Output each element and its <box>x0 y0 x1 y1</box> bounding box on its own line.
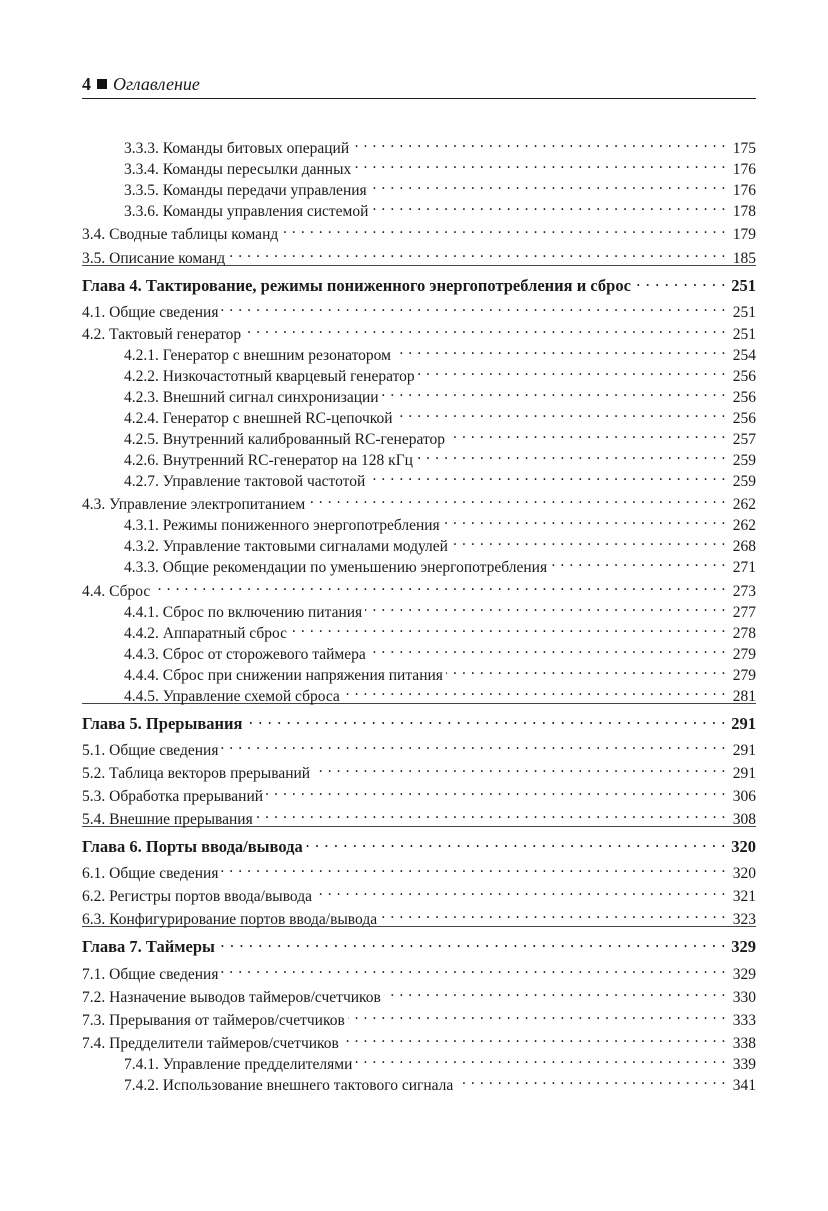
toc-page-number: 330 <box>732 989 756 1006</box>
toc-entry[interactable] <box>124 639 756 663</box>
toc-entry-title: 6.1. Общие сведения <box>82 865 219 882</box>
toc-entry[interactable] <box>124 660 756 684</box>
toc-entry-title: 7.3. Прерывания от таймеров/счетчиков <box>82 1012 345 1029</box>
toc-entry[interactable] <box>82 881 756 905</box>
toc-page-number: 323 <box>732 911 756 928</box>
toc-entry-title: 4.3. Управление электропитанием <box>82 496 306 513</box>
square-bullet-icon <box>97 79 107 89</box>
toc-entry-title: 5.3. Обработка прерываний <box>82 788 264 805</box>
dot-leader <box>218 932 726 952</box>
toc-entry-title: 7.4.1. Управление предделителями <box>124 1056 353 1073</box>
toc-entry[interactable] <box>124 681 756 705</box>
toc-chapter-entry[interactable] <box>82 709 756 733</box>
toc-chapter-entry[interactable] <box>82 271 756 295</box>
toc-entry-title: 4.2.3. Внешний сигнал синхронизации <box>124 389 379 406</box>
toc-page-number: 179 <box>732 226 756 243</box>
toc-page-number: 176 <box>732 182 756 199</box>
toc-entry-title: Глава 5. Прерывания <box>82 714 243 733</box>
toc-page-number: 333 <box>732 1012 756 1029</box>
toc-entry-title: 7.2. Назначение выводов таймеров/счетчиков <box>82 989 381 1006</box>
toc-page-number: 251 <box>732 304 756 321</box>
toc-page-number: 256 <box>732 368 756 385</box>
toc-entry-title: 4.2.7. Управление тактовой частотой <box>124 473 366 490</box>
dot-leader <box>266 781 726 801</box>
toc-page-number: 277 <box>732 604 756 621</box>
toc-entry[interactable] <box>82 243 756 267</box>
dot-leader <box>256 804 726 824</box>
toc-page-number: 279 <box>732 646 756 663</box>
toc-entry[interactable] <box>82 904 756 928</box>
toc-entry-title: 3.3.4. Команды пересылки данных <box>124 161 352 178</box>
dot-leader <box>355 1049 726 1069</box>
toc-page-number: 339 <box>732 1056 756 1073</box>
dot-leader <box>418 361 726 381</box>
dot-leader <box>352 133 726 153</box>
toc-entry-title: Глава 7. Таймеры <box>82 937 215 956</box>
toc-page-number: 259 <box>732 473 756 490</box>
toc-entry[interactable] <box>124 154 756 178</box>
toc-page-number: 291 <box>732 765 756 782</box>
toc-page-number: 259 <box>732 452 756 469</box>
toc-page-number: 279 <box>732 667 756 684</box>
dot-leader <box>394 340 726 360</box>
toc-entry-title: 5.2. Таблица векторов прерываний <box>82 765 311 782</box>
toc-page-number: 281 <box>732 688 756 705</box>
toc-page-number: 291 <box>731 714 756 733</box>
toc-entry[interactable] <box>82 319 756 343</box>
toc-page-number: 329 <box>731 937 756 956</box>
toc-entry-title: 4.3.3. Общие рекомендации по уменьшению энергопотребления <box>124 559 548 576</box>
dot-leader <box>313 758 726 778</box>
dot-leader <box>153 576 726 596</box>
dot-leader <box>290 618 726 638</box>
toc-entry-title: 4.4. Сброс <box>82 583 151 600</box>
dot-leader <box>368 466 726 486</box>
toc-entry-title: 4.4.5. Управление схемой сброса <box>124 688 340 705</box>
dot-leader <box>384 982 726 1002</box>
toc-page-number: 271 <box>732 559 756 576</box>
toc-entry[interactable] <box>82 1005 756 1029</box>
dot-leader <box>396 403 726 423</box>
toc-page-number: 176 <box>732 161 756 178</box>
toc-entry[interactable] <box>124 340 756 364</box>
toc-entry-title: 3.4. Сводные таблицы команд <box>82 226 279 243</box>
toc-page-number: 268 <box>732 538 756 555</box>
toc-page-number: 175 <box>732 140 756 157</box>
dot-leader <box>448 424 726 444</box>
toc-entry[interactable] <box>82 219 756 243</box>
toc-entry[interactable] <box>124 510 756 534</box>
toc-page-number: 273 <box>732 583 756 600</box>
toc-page-number: 256 <box>732 410 756 427</box>
toc-page-number: 341 <box>732 1077 756 1094</box>
dot-leader <box>550 552 726 572</box>
toc-entry-title: 7.1. Общие сведения <box>82 966 219 983</box>
dot-leader <box>348 1005 726 1025</box>
toc-page-number: 185 <box>732 250 756 267</box>
dot-leader <box>342 1028 726 1048</box>
toc-page-number: 338 <box>732 1035 756 1052</box>
toc-entry-title: Глава 4. Тактирование, режимы пониженного энергопотребления и сброс <box>82 276 631 295</box>
toc-entry[interactable] <box>82 858 756 882</box>
toc-entry-title: 4.2.5. Внутренний калиброванный RC-генератор <box>124 431 446 448</box>
dot-leader <box>244 319 726 339</box>
toc-entry-title: 6.2. Регистры портов ввода/вывода <box>82 888 312 905</box>
dot-leader <box>456 1070 726 1090</box>
toc-page-number: 256 <box>732 389 756 406</box>
toc-entry[interactable] <box>124 196 756 220</box>
toc-entry[interactable] <box>82 982 756 1006</box>
toc-entry[interactable] <box>124 1049 756 1073</box>
toc-entry[interactable] <box>82 959 756 983</box>
dot-leader <box>416 445 726 465</box>
dot-leader <box>343 681 726 701</box>
toc-page-number: 291 <box>732 742 756 759</box>
toc-page-number: 320 <box>731 837 756 856</box>
toc-entry[interactable] <box>124 361 756 385</box>
toc-page-number: 262 <box>732 496 756 513</box>
dot-leader <box>365 597 726 617</box>
toc-entry[interactable] <box>124 1070 756 1094</box>
toc-entry[interactable] <box>124 618 756 642</box>
dot-leader <box>451 531 726 551</box>
dot-leader <box>446 660 726 680</box>
toc-entry-title: 4.2. Тактовый генератор <box>82 326 242 343</box>
dot-leader <box>281 219 726 239</box>
toc-entry[interactable] <box>82 297 756 321</box>
dot-leader <box>382 382 726 402</box>
toc-entry-title: 4.2.6. Внутренний RC-генератор на 128 кГц <box>124 452 413 469</box>
toc-page-number: 278 <box>732 625 756 642</box>
toc-entry[interactable] <box>124 552 756 576</box>
dot-leader <box>245 709 726 729</box>
toc-chapter-entry[interactable] <box>82 832 756 856</box>
dot-leader <box>308 489 726 509</box>
toc-entry-title: 3.3.6. Команды управления системой <box>124 203 369 220</box>
toc-entry[interactable] <box>124 466 756 490</box>
dot-leader <box>370 175 726 195</box>
toc-entry[interactable] <box>82 576 756 600</box>
toc-page-number: 320 <box>732 865 756 882</box>
toc-entry[interactable] <box>124 175 756 199</box>
toc-page-number: 254 <box>732 347 756 364</box>
toc-page-number: 308 <box>732 811 756 828</box>
toc-entry-title: 4.3.1. Режимы пониженного энергопотребления <box>124 517 440 534</box>
dot-leader <box>380 904 726 924</box>
toc-entry-title: 4.2.4. Генератор с внешней RC-цепочкой <box>124 410 393 427</box>
dot-leader <box>221 858 726 878</box>
toc-entry[interactable] <box>124 424 756 448</box>
toc-entry-title: 3.3.3. Команды битовых операций <box>124 140 350 157</box>
toc-entry[interactable] <box>124 382 756 406</box>
toc-entry-title: 6.3. Конфигурирование портов ввода/вывода <box>82 911 378 928</box>
toc-entry-title: 7.4. Предделители таймеров/счетчиков <box>82 1035 339 1052</box>
toc-entry[interactable] <box>124 133 756 157</box>
toc-entry-title: 4.4.3. Сброс от сторожевого таймера <box>124 646 366 663</box>
toc-entry-title: 3.3.5. Команды передачи управления <box>124 182 367 199</box>
toc-entry[interactable] <box>82 781 756 805</box>
toc-page-number: 257 <box>732 431 756 448</box>
running-header <box>82 74 756 99</box>
toc-entry[interactable] <box>82 489 756 513</box>
toc-page-number: 306 <box>732 788 756 805</box>
toc-entry[interactable] <box>82 1028 756 1052</box>
toc-page-number: 251 <box>732 326 756 343</box>
toc-entry[interactable] <box>124 403 756 427</box>
dot-leader <box>306 832 726 852</box>
dot-leader <box>443 510 726 530</box>
dot-leader <box>354 154 726 174</box>
page-number: 4 <box>82 74 91 94</box>
running-title: Оглавление <box>113 74 200 94</box>
toc-entry[interactable] <box>124 597 756 621</box>
toc-entry[interactable] <box>82 804 756 828</box>
dot-leader <box>221 735 726 755</box>
toc-entry-title: 4.1. Общие сведения <box>82 304 219 321</box>
toc-entry-title: 4.3.2. Управление тактовыми сигналами модулей <box>124 538 448 555</box>
toc-entry[interactable] <box>124 531 756 555</box>
toc-entry-title: 4.4.4. Сброс при снижении напряжения питания <box>124 667 443 684</box>
toc-entry-title: Глава 6. Порты ввода/вывода <box>82 837 303 856</box>
toc-entry-title: 5.4. Внешние прерывания <box>82 811 253 828</box>
toc-page-number: 251 <box>731 276 756 295</box>
toc-page-number: 329 <box>732 966 756 983</box>
dot-leader <box>371 196 726 216</box>
toc-entry-title: 4.2.2. Низкочастотный кварцевый генератор <box>124 368 415 385</box>
toc-entry-title: 3.5. Описание команд <box>82 250 226 267</box>
dot-leader <box>634 271 726 291</box>
toc-page-number: 262 <box>732 517 756 534</box>
toc-chapter-entry[interactable] <box>82 932 756 956</box>
toc-entry[interactable] <box>124 445 756 469</box>
dot-leader <box>315 881 726 901</box>
toc-page-number: 178 <box>732 203 756 220</box>
dot-leader <box>221 297 726 317</box>
toc-entry[interactable] <box>82 758 756 782</box>
toc-entry-title: 7.4.2. Использование внешнего тактового сигнала <box>124 1077 454 1094</box>
dot-leader <box>369 639 726 659</box>
toc-entry-title: 4.4.2. Аппаратный сброс <box>124 625 288 642</box>
dot-leader <box>228 243 726 263</box>
toc-entry-title: 4.2.1. Генератор с внешним резонатором <box>124 347 391 364</box>
toc-entry-title: 4.4.1. Сброс по включению питания <box>124 604 363 621</box>
toc-entry[interactable] <box>82 735 756 759</box>
toc-page-number: 321 <box>732 888 756 905</box>
dot-leader <box>221 959 726 979</box>
toc-entry-title: 5.1. Общие сведения <box>82 742 219 759</box>
